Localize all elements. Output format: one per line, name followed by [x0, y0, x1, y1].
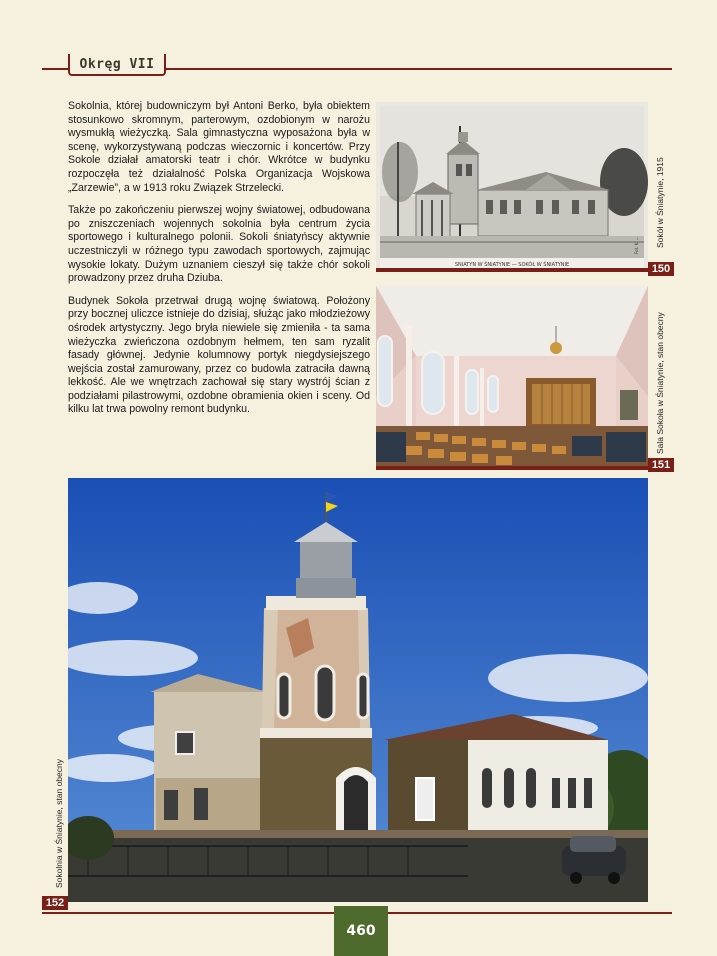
photo-152-number: 152: [42, 896, 68, 910]
historic-photo-image: [376, 102, 648, 268]
section-tab: [68, 54, 166, 76]
page-number-box: [334, 906, 388, 956]
photo-151-number: 151: [648, 458, 674, 472]
exterior-photo-image: [68, 478, 648, 902]
paragraph-3: Budynek Sokoła przetrwał drugą wojnę światową. Położony przy bocznej uliczce istnieje do dzisiaj, służąc jako młodzieżowy ośrodek artystyczny. Jego bryła niewiele się zmieniła - ta sama wieżyczka zwieńczona ozdobnym hełmem, ten sam ryzalit fasady głównej. Jedynie kolumnowy portyk niegdysiejszego wejścia został zamurowany, przez co budowla zatraciła dawną lekkość. Ale we wnętrzach zachował się stary wystrój ścian z podziałami pilastrowymi, ozdobne obramienia okien i sceny. Od kilku lat trwa powolny remont budynku.: [68, 294, 370, 416]
paragraph-1: Sokolnia, której budowniczym był Antoni Berko, była obiektem stosunkowo skromnym, parterowym, ozdobionym w narożu wysmukłą wieżyczką. Sala gimnastyczna wyposażona była w scenę, wykorzystywaną podczas wieczornic i koncertów. Przy Sokole działał amatorski teatr i chór. Wkrótce w budynku rozpoczęła też działalność Polska Organizacja Wojskowa „Zarzewie”, a w 1913 roku Związek Strzelecki.: [68, 100, 370, 194]
photo-150-historic-building: [376, 102, 648, 268]
photo-152-caption: Sokolnia w Śniatynie, stan obecny: [54, 759, 64, 888]
photo-151-hall-interior: [376, 286, 648, 466]
paragraph-2: Także po zakończeniu pierwszej wojny światowej, odbudowana po zniszczeniach wojennych sokolnia była centrum życia sportowego i kulturalnego polonii. Sokoli śniatyńscy aktywnie uczestniczyli w różnego typu zawodach sportowych, zajmując wysokie lokaty. Dużym uznaniem cieszył się także chór sokoli prowadzony przez druha Dziuba.: [68, 204, 370, 285]
interior-photo-image: [376, 286, 648, 466]
section-title: Okręg VII: [79, 56, 155, 72]
photo-150-caption: Sokół w Śniatynie, 1915: [655, 157, 665, 248]
photo-151-caption: Sala Sokoła w Śniatynie, stan obecny: [655, 312, 665, 454]
photo-150-number: 150: [648, 262, 674, 276]
page-number: 460: [346, 923, 376, 939]
article-text: [68, 100, 370, 426]
postcard-credit: Fot. K. ...: [634, 236, 639, 254]
photo-151-strip: [376, 466, 648, 470]
postcard-caption: SNIATYN W ŚNIATYNIE — SOKÓŁ W ŚNIATYNIE: [454, 262, 570, 268]
photo-152-building-exterior: [68, 478, 648, 902]
photo-150-strip: [376, 268, 648, 272]
